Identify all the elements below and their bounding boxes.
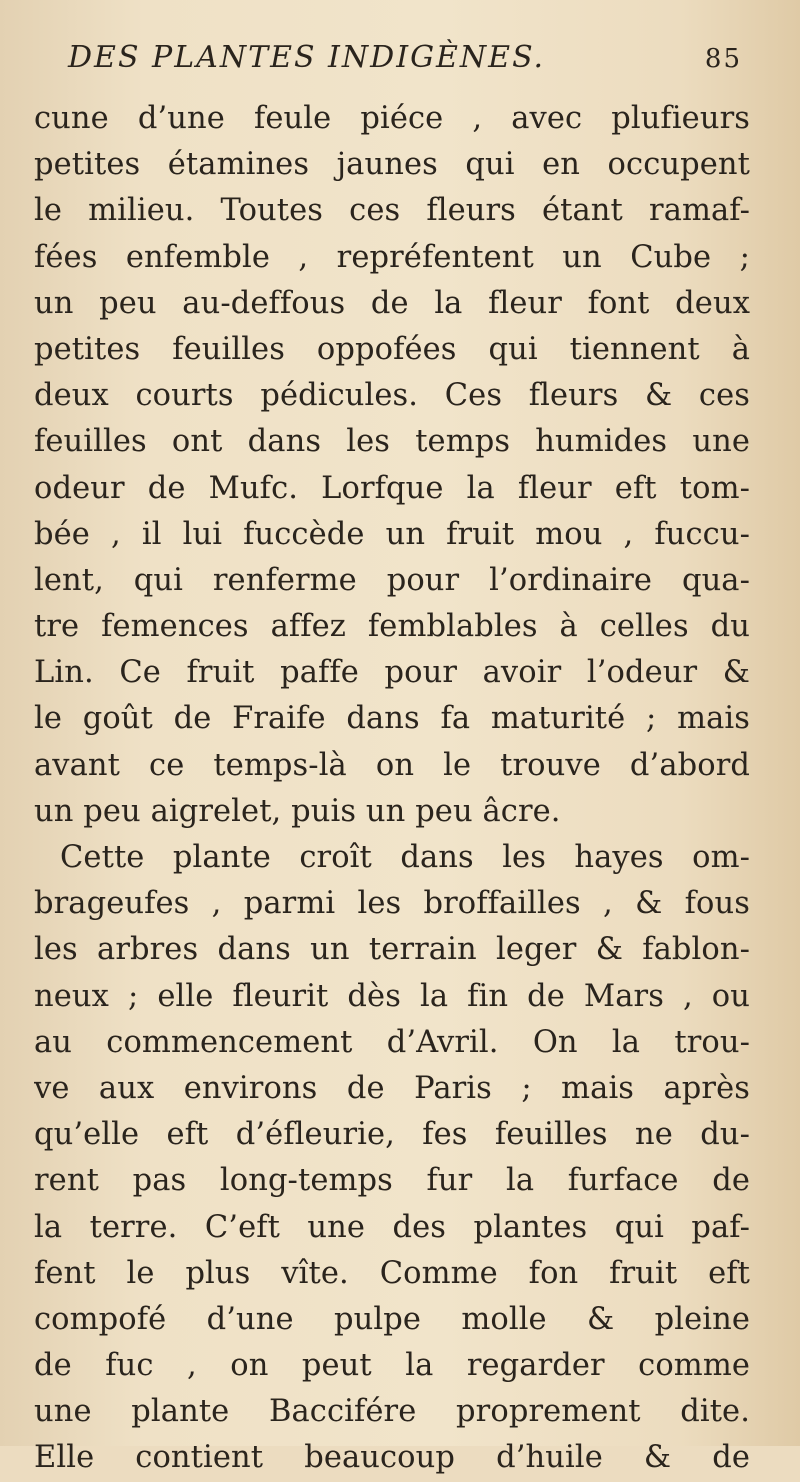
text-line: brageufes , parmi les broffailles , & fous — [34, 886, 750, 922]
text-line-paragraph-start: Cette plante croît dans les hayes om- — [60, 840, 750, 875]
text-line: petites feuilles oppofées qui tiennent à — [34, 331, 750, 367]
text-line: les arbres dans un terrain leger & fablon- — [34, 932, 750, 968]
text-line: cune d’une feule piéce , avec plufieurs — [34, 101, 750, 136]
text-line: une plante Baccifére proprement dite. — [34, 1394, 750, 1430]
text-line: le goût de Fraife dans fa maturité ; mais — [34, 701, 750, 737]
text-line: petites étamines jaunes qui en occupent — [34, 147, 750, 183]
text-line: deux courts pédicules. Ces fleurs & ces — [34, 378, 750, 414]
text-line: lent, qui renferme pour l’ordinaire qua- — [34, 562, 750, 598]
text-line: neux ; elle fleurit dès la fin de Mars , ou — [34, 978, 750, 1014]
page-number: 85 — [704, 44, 742, 74]
text-line: au commencement d’Avril. On la trou- — [34, 1024, 750, 1060]
text-line: fent le plus vîte. Comme fon fruit eft — [34, 1255, 750, 1291]
text-line: Lin. Ce fruit paffe pour avoir l’odeur & — [34, 655, 750, 691]
text-line: compofé d’une pulpe molle & pleine — [34, 1301, 750, 1337]
running-head-title: DES PLANTES INDIGÈNES. — [68, 40, 546, 75]
text-line: la terre. C’eft une des plantes qui paf- — [34, 1209, 750, 1245]
body-text — [34, 96, 750, 1482]
text-line: fées enfemble , repréfentent un Cube ; — [34, 239, 750, 275]
text-line: qu’elle eft d’éfleurie, fes feuilles ne du- — [34, 1117, 750, 1153]
text-line: le milieu. Toutes ces fleurs étant ramaf- — [34, 193, 750, 229]
text-line: bée , il lui fuccède un fruit mou , fuccu- — [34, 516, 750, 552]
text-line: feuilles ont dans les temps humides une — [34, 424, 750, 460]
text-line-paragraph-end: un peu aigrelet, puis un peu âcre. — [34, 793, 561, 829]
text-line: ve aux environs de Paris ; mais après — [34, 1070, 750, 1106]
text-line: de fuc , on peut la regarder comme — [34, 1348, 750, 1384]
text-line: Elle contient beaucoup d’huile & de — [34, 1440, 750, 1476]
text-line: un peu au-deffous de la fleur font deux — [34, 285, 750, 321]
text-line: avant ce temps-là on le trouve d’abord — [34, 747, 750, 783]
text-line: odeur de Mufc. Lorfque la fleur eft tom- — [34, 470, 750, 506]
running-head — [34, 40, 750, 92]
text-line: tre femences affez femblables à celles du — [34, 609, 750, 645]
text-line: rent pas long-temps fur la furface de — [34, 1163, 750, 1199]
